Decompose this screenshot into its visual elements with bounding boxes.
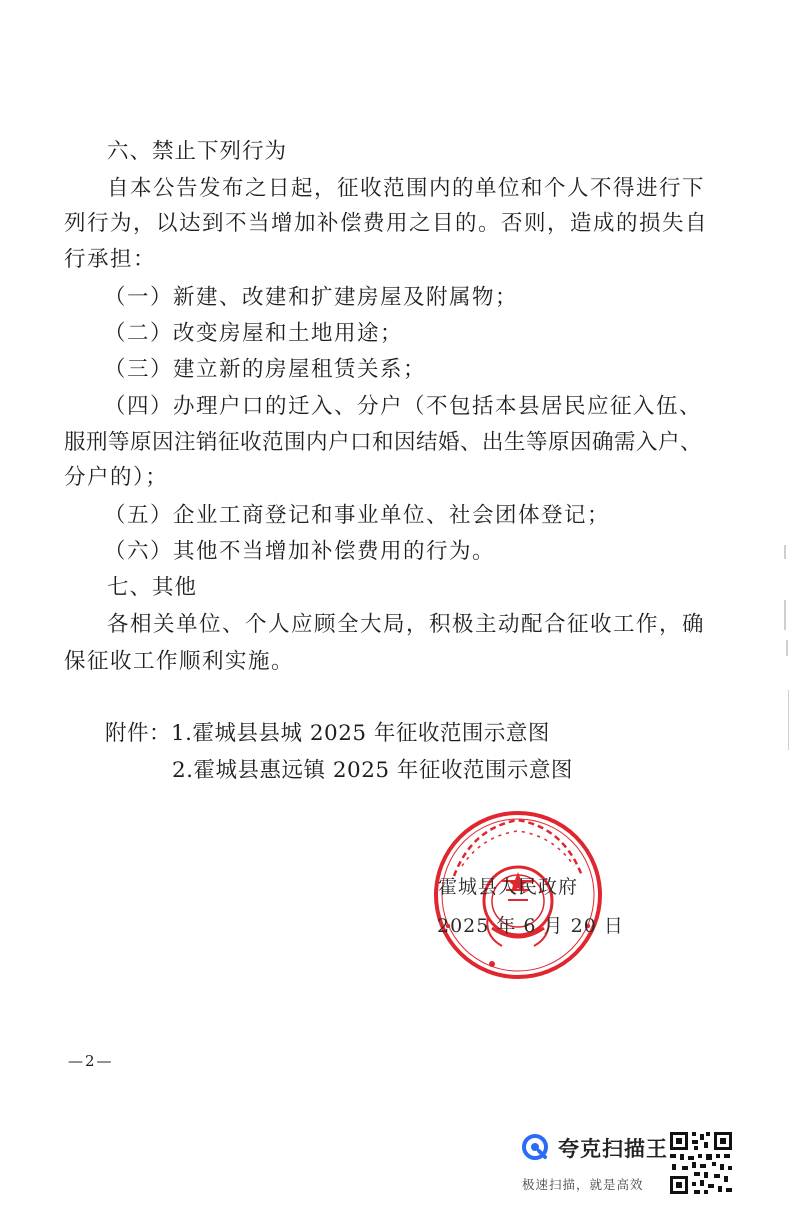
scan-edge-mark	[784, 545, 786, 559]
watermark-slogan: 极速扫描，就是高效	[522, 1177, 644, 1192]
prohibited-item: （二）改变房屋和土地用途；	[104, 321, 404, 346]
prohibited-item: （三）建立新的房屋租赁关系；	[104, 357, 427, 382]
prohibited-item: （五）企业工商登记和事业单位、社会团体登记；	[104, 503, 611, 528]
signing-organization: 霍城县人民政府	[438, 876, 579, 898]
watermark-app-name: 夸克扫描王	[558, 1137, 668, 1161]
prohibited-item-continuation: 服刑等原因注销征收范围内户口和因结婚、出生等原因确需入户、	[64, 430, 703, 455]
scanner-watermark	[518, 1130, 746, 1198]
prohibited-item: （六）其他不当增加补偿费用的行为。	[104, 539, 496, 564]
signing-date: 2025 年 6 月 20 日	[437, 915, 624, 937]
section-6-heading: 六、禁止下列行为	[107, 139, 288, 164]
qr-code-icon	[668, 1130, 734, 1196]
prohibited-item: （四）办理户口的迁入、分户（不包括本县居民应征入伍、	[104, 394, 703, 419]
page-number: —2—	[68, 1052, 114, 1070]
scan-edge-mark	[786, 640, 788, 656]
scan-edge-mark	[788, 690, 789, 750]
section-7-paragraph-line: 保征收工作顺利实施。	[64, 649, 295, 674]
prohibited-item-continuation: 分户的）；	[64, 465, 169, 490]
quark-logo-icon	[520, 1132, 550, 1162]
attachment-line: 附件：1.霍城县县城 2025 年征收范围示意图	[105, 721, 550, 746]
scan-edge-mark	[784, 600, 786, 630]
attachment-line: 2.霍城县惠远镇 2025 年征收范围示意图	[172, 758, 573, 783]
prohibited-item: （一）新建、改建和扩建房屋及附属物；	[104, 285, 519, 310]
section-6-paragraph-line: 行承担：	[64, 247, 157, 272]
section-7-heading: 七、其他	[107, 575, 198, 600]
section-6-paragraph-line: 自本公告发布之日起，征收范围内的单位和个人不得进行下	[107, 176, 706, 201]
section-6-paragraph-line: 列行为，以达到不当增加补偿费用之目的。否则，造成的损失自	[64, 211, 709, 236]
section-7-paragraph-line: 各相关单位、个人应顾全大局，积极主动配合征收工作，确	[107, 612, 706, 637]
